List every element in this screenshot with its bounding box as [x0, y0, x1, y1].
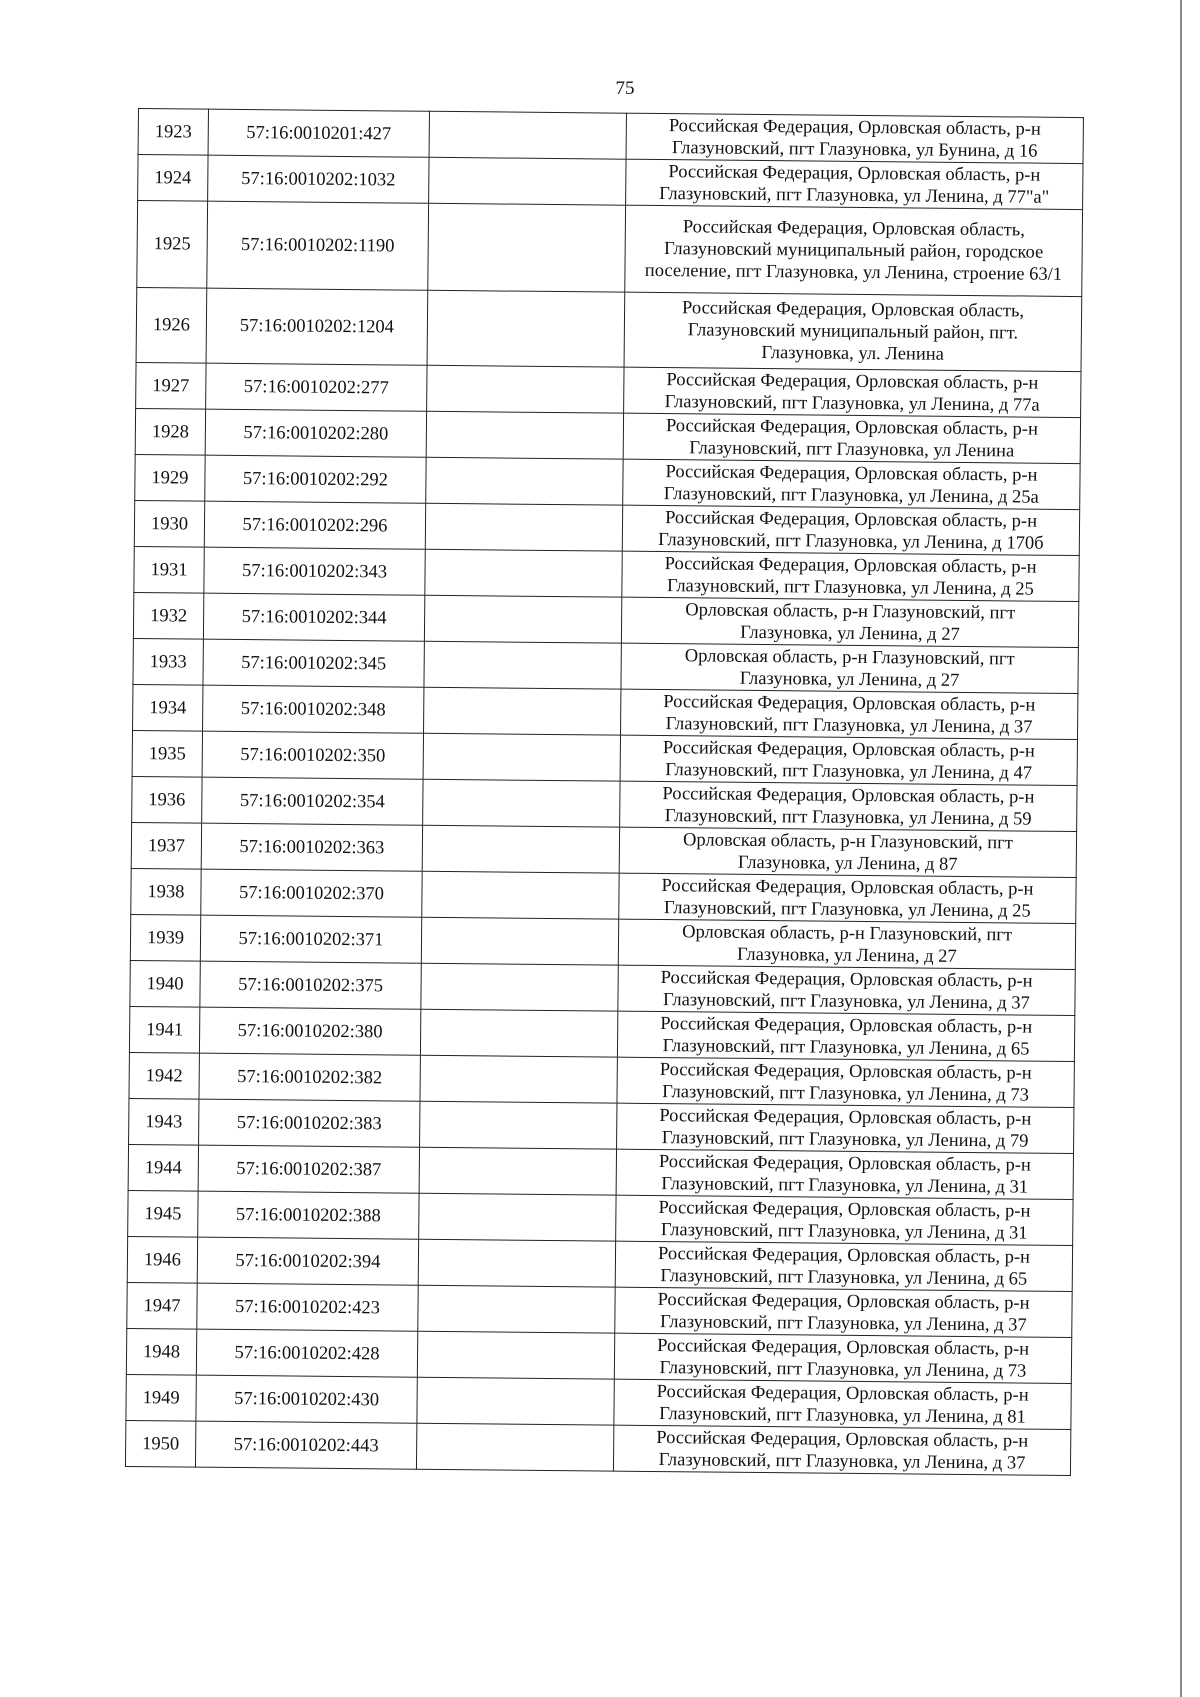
address-line: Российская Федерация, Орловская область, р-н — [661, 875, 1034, 900]
empty-cell — [416, 1423, 613, 1471]
address-cell — [624, 367, 1081, 417]
address-cell — [626, 113, 1083, 163]
address-cell — [622, 505, 1079, 555]
address-cell — [621, 643, 1078, 693]
row-number-cell: 1927 — [136, 362, 206, 409]
address-line: Орловская область, р-н Глазуновский, пгт — [682, 921, 1013, 945]
address-cell — [614, 1379, 1071, 1429]
row-number-cell: 1945 — [128, 1190, 198, 1237]
empty-cell — [418, 1239, 615, 1287]
address-cell — [621, 597, 1078, 647]
cadastral-number-cell: 57:16:0010202:370 — [201, 869, 422, 917]
cadastral-number-cell: 57:16:0010202:363 — [201, 823, 422, 871]
address-line: Глазуновский, пгт Глазуновка, ул Ленина, д 170б — [658, 529, 1044, 554]
cadastral-number-cell: 57:16:0010202:380 — [199, 1007, 420, 1055]
empty-cell — [426, 457, 623, 505]
row-number-cell: 1944 — [128, 1144, 198, 1191]
empty-cell — [423, 733, 620, 781]
cadastral-number-cell: 57:16:0010202:423 — [197, 1283, 418, 1331]
empty-cell — [429, 157, 626, 205]
address-line: Глазуновский, пгт Глазуновка, ул Ленина, д 37 — [662, 989, 1030, 1014]
row-number-cell: 1935 — [132, 730, 202, 777]
empty-cell — [427, 290, 625, 367]
address-line: Глазуновка, ул Ленина, д 27 — [736, 944, 957, 967]
address-cell — [615, 1241, 1072, 1291]
address-cell — [616, 1195, 1073, 1245]
address-line: Глазуновский муниципальный район, пгт. — [687, 320, 1019, 344]
empty-cell — [424, 641, 621, 689]
row-number-cell: 1925 — [137, 201, 208, 289]
empty-cell — [417, 1331, 614, 1379]
address-line: Российская Федерация, Орловская область, р-н — [656, 1427, 1029, 1452]
row-number-cell: 1932 — [133, 592, 203, 639]
row-number-cell: 1940 — [130, 960, 200, 1007]
empty-cell — [420, 1055, 617, 1103]
cadastral-number-cell: 57:16:0010202:296 — [204, 501, 425, 549]
row-number-cell: 1939 — [130, 914, 200, 961]
address-line: Глазуновский, пгт Глазуновка, ул Ленина, д 79 — [661, 1127, 1029, 1152]
address-cell — [621, 689, 1078, 739]
address-cell — [617, 1057, 1074, 1107]
cadastral-number-cell: 57:16:0010202:371 — [200, 915, 421, 963]
address-line: Глазуновский, пгт Глазуновка, ул Ленина, д 65 — [662, 1035, 1030, 1060]
page-number: 75 — [615, 78, 635, 99]
cadastral-number-cell: 57:16:0010202:277 — [206, 363, 427, 411]
address-line: Российская Федерация, Орловская область, р-н — [666, 369, 1039, 394]
address-line: Орловская область, р-н Глазуновский, пгт — [682, 829, 1013, 853]
page-edge — [1180, 0, 1182, 1697]
address-cell — [620, 735, 1077, 785]
address-line: Глазуновский, пгт Глазуновка, ул Ленина, д 73 — [659, 1357, 1027, 1382]
registry-table-body — [125, 109, 1083, 1476]
address-line: Российская Федерация, Орловская область, р-н — [662, 783, 1035, 808]
row-number-cell: 1941 — [129, 1006, 199, 1053]
cadastral-number-cell: 57:16:0010202:354 — [202, 777, 423, 825]
empty-cell — [422, 825, 619, 873]
empty-cell — [419, 1193, 616, 1241]
address-line: Орловская область, р-н Глазуновский, пгт — [685, 599, 1016, 623]
row-number-cell: 1931 — [134, 546, 204, 593]
address-line: Российская Федерация, Орловская область, р-н — [665, 461, 1038, 486]
cadastral-number-cell: 57:16:0010202:428 — [196, 1329, 417, 1377]
table-row — [125, 1420, 1070, 1475]
address-line: Глазуновский, пгт Глазуновка, ул Ленина, д 31 — [661, 1173, 1029, 1198]
address-line: Глазуновский, пгт Глазуновка, ул Ленина, д 25 — [663, 897, 1031, 922]
row-number-cell: 1948 — [126, 1328, 196, 1375]
address-line: Глазуновский, пгт Глазуновка, ул Ленина, д 77а — [664, 391, 1040, 416]
address-line: Российская Федерация, Орловская область, р-н — [665, 415, 1039, 440]
cadastral-number-cell: 57:16:0010202:344 — [203, 593, 424, 641]
empty-cell — [424, 595, 621, 643]
address-line: Российская Федерация, Орловская область, — [682, 217, 1025, 241]
empty-cell — [428, 203, 626, 292]
address-cell — [622, 551, 1079, 601]
address-line: Российская Федерация, Орловская область, р-н — [662, 737, 1035, 762]
address-cell — [615, 1287, 1072, 1337]
empty-cell — [420, 1009, 617, 1057]
address-line: Глазуновский, пгт Глазуновка, ул Ленина, д 25а — [663, 483, 1039, 508]
table-row — [137, 201, 1083, 297]
cadastral-number-cell: 57:16:0010202:1032 — [208, 155, 429, 203]
address-cell — [624, 292, 1082, 371]
address-cell — [626, 159, 1083, 209]
cadastral-number-cell: 57:16:0010201:427 — [208, 109, 429, 157]
cadastral-number-cell: 57:16:0010202:388 — [198, 1191, 419, 1239]
empty-cell — [426, 411, 623, 459]
registry-table — [125, 108, 1084, 1476]
cadastral-number-cell: 57:16:0010202:343 — [204, 547, 425, 595]
address-line: Глазуновка, ул Ленина, д 27 — [740, 622, 960, 645]
address-line: Глазуновский, пгт Глазуновка, ул Ленина, д 47 — [665, 759, 1033, 784]
address-line: Российская Федерация, Орловская область, р-н — [657, 1335, 1030, 1360]
empty-cell — [425, 503, 622, 551]
address-line: Российская Федерация, Орловская область, р-н — [658, 1197, 1031, 1222]
address-line: Глазуновский, пгт Глазуновка, ул Ленина, д 59 — [664, 805, 1032, 830]
address-line: Российская Федерация, Орловская область, р-н — [657, 1243, 1031, 1268]
address-line: Глазуновский, пгт Глазуновка, ул Ленина, д 25 — [666, 575, 1034, 600]
address-line: Глазуновка, ул Ленина, д 27 — [739, 668, 960, 691]
row-number-cell: 1950 — [125, 1420, 195, 1467]
row-number-cell: 1949 — [126, 1374, 196, 1421]
empty-cell — [420, 1101, 617, 1149]
empty-cell — [421, 963, 618, 1011]
row-number-cell: 1926 — [136, 287, 207, 363]
row-number-cell: 1930 — [134, 500, 204, 547]
row-number-cell: 1934 — [133, 684, 203, 731]
row-number-cell: 1943 — [129, 1098, 199, 1145]
empty-cell — [417, 1377, 614, 1425]
empty-cell — [429, 111, 626, 159]
address-line: Глазуновский, пгт Глазуновка, ул Ленина, д 37 — [665, 713, 1033, 738]
cadastral-number-cell: 57:16:0010202:348 — [203, 685, 424, 733]
address-line: поселение, пгт Глазуновка, ул Ленина, строение 63/1 — [644, 260, 1063, 285]
cadastral-number-cell: 57:16:0010202:1190 — [207, 201, 429, 290]
address-line: Российская Федерация, Орловская область, — [682, 298, 1025, 322]
address-line: Глазуновка, ул. Ленина — [761, 342, 944, 365]
address-line: Глазуновка, ул Ленина, д 87 — [737, 852, 958, 875]
address-cell — [619, 873, 1076, 923]
cadastral-number-cell: 57:16:0010202:430 — [196, 1375, 417, 1423]
address-line: Российская Федерация, Орловская область, р-н — [664, 553, 1037, 578]
empty-cell — [421, 917, 618, 965]
address-line: Глазуновский, пгт Глазуновка, ул Ленина, д 65 — [660, 1265, 1028, 1290]
empty-cell — [427, 365, 624, 413]
empty-cell — [419, 1147, 616, 1195]
address-cell — [623, 413, 1080, 463]
address-line: Глазуновский, пгт Глазуновка, ул Ленина, д 31 — [660, 1219, 1028, 1244]
cadastral-number-cell: 57:16:0010202:382 — [199, 1053, 420, 1101]
address-line: Российская Федерация, Орловская область, р-н — [658, 1151, 1031, 1176]
address-line: Орловская область, р-н Глазуновский, пгт — [684, 645, 1015, 669]
row-number-cell: 1928 — [135, 408, 205, 455]
empty-cell — [418, 1285, 615, 1333]
cadastral-number-cell: 57:16:0010202:280 — [205, 409, 426, 457]
cadastral-number-cell: 57:16:0010202:394 — [197, 1237, 418, 1285]
address-line: Глазуновский, пгт Глазуновка, ул Ленина, д 73 — [662, 1081, 1030, 1106]
row-number-cell: 1937 — [131, 822, 201, 869]
address-cell — [620, 781, 1077, 831]
row-number-cell: 1946 — [127, 1236, 197, 1283]
address-cell — [613, 1425, 1070, 1475]
address-line: Глазуновский, пгт Глазуновка, ул Ленина, д 81 — [659, 1403, 1026, 1428]
cadastral-number-cell: 57:16:0010202:383 — [199, 1099, 420, 1147]
row-number-cell: 1923 — [138, 109, 208, 156]
row-number-cell: 1942 — [129, 1052, 199, 1099]
cadastral-number-cell: 57:16:0010202:345 — [203, 639, 424, 687]
address-line: Глазуновский, пгт Глазуновка, ул Ленина, д 37 — [658, 1449, 1026, 1474]
address-line: Российская Федерация, Орловская область, р-н — [660, 1013, 1033, 1038]
address-line: Глазуновский, пгт Глазуновка, ул Ленина, д 37 — [659, 1311, 1027, 1336]
cadastral-number-cell: 57:16:0010202:387 — [198, 1145, 419, 1193]
address-line: Глазуновский, пгт Глазуновка, ул Ленина — [689, 437, 1015, 461]
cadastral-number-cell: 57:16:0010202:350 — [202, 731, 423, 779]
row-number-cell: 1933 — [133, 638, 203, 685]
address-line: Российская Федерация, Орловская область, р-н — [659, 1105, 1032, 1130]
address-cell — [618, 919, 1075, 969]
address-line: Глазуновский, пгт Глазуновка, ул Ленина, д 77"а" — [659, 183, 1050, 208]
address-line: Российская Федерация, Орловская область, р-н — [665, 507, 1038, 532]
cadastral-number-cell: 57:16:0010202:375 — [200, 961, 421, 1009]
empty-cell — [422, 871, 619, 919]
cadastral-number-cell: 57:16:0010202:292 — [205, 455, 426, 503]
row-number-cell: 1936 — [132, 776, 202, 823]
address-line: Глазуновский, пгт Глазуновка, ул Бунина, д 16 — [671, 137, 1038, 162]
address-cell — [619, 827, 1076, 877]
empty-cell — [423, 779, 620, 827]
address-line: Российская Федерация, Орловская область, р-н — [660, 967, 1033, 992]
empty-cell — [425, 549, 622, 597]
address-cell — [614, 1333, 1071, 1383]
row-number-cell: 1924 — [138, 155, 208, 202]
address-line: Российская Федерация, Орловская область, р-н — [663, 691, 1036, 716]
address-cell — [617, 1011, 1074, 1061]
address-cell — [625, 205, 1083, 296]
row-number-cell: 1938 — [131, 868, 201, 915]
table-row — [136, 287, 1082, 371]
empty-cell — [424, 687, 621, 735]
address-line: Российская Федерация, Орловская область, р-н — [668, 115, 1041, 140]
address-line: Российская Федерация, Орловская область, р-н — [659, 1059, 1032, 1084]
address-cell — [623, 459, 1080, 509]
row-number-cell: 1929 — [135, 454, 205, 501]
address-line: Российская Федерация, Орловская область, р-н — [657, 1289, 1030, 1314]
address-line: Глазуновский муниципальный район, городское — [663, 239, 1044, 263]
address-cell — [616, 1149, 1073, 1199]
address-line: Российская Федерация, Орловская область, р-н — [656, 1381, 1029, 1406]
address-line: Российская Федерация, Орловская область, р-н — [668, 161, 1041, 186]
cadastral-number-cell: 57:16:0010202:443 — [195, 1421, 416, 1469]
cadastral-number-cell: 57:16:0010202:1204 — [206, 288, 428, 365]
address-cell — [618, 965, 1075, 1015]
row-number-cell: 1947 — [127, 1282, 197, 1329]
address-cell — [617, 1103, 1074, 1153]
